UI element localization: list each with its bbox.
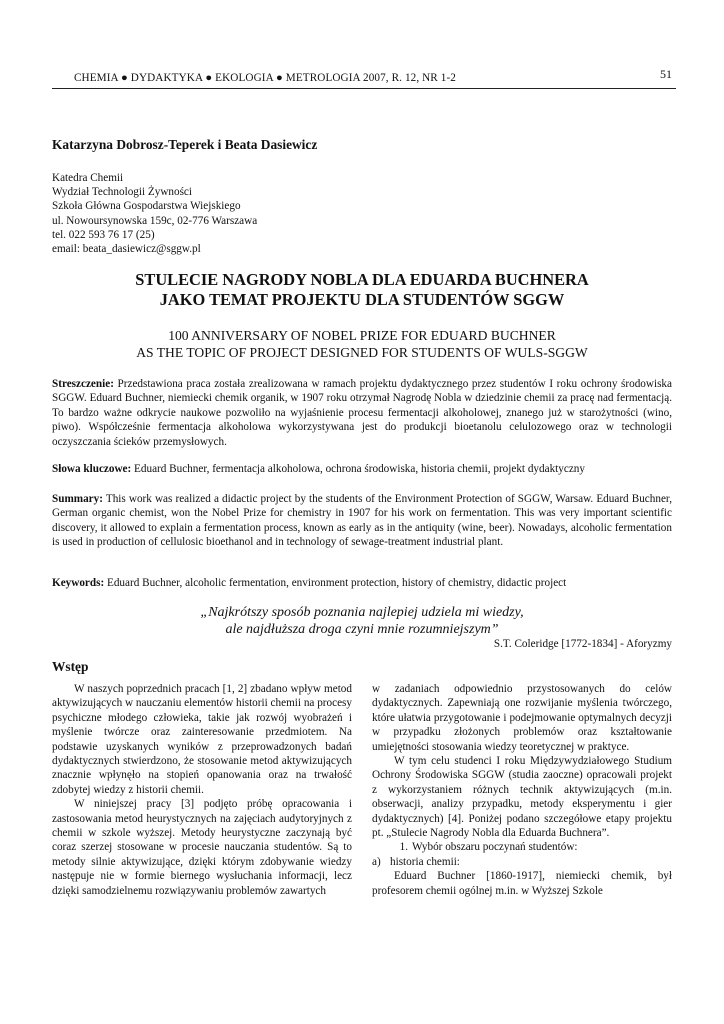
body-column-right	[372, 682, 672, 898]
keywords-english	[52, 576, 672, 590]
epigraph-source: S.T. Coleridge [1772-1834] - Aforyzmy	[493, 638, 672, 650]
paragraph: W niniejszej pracy [3] podjęto próbę opracowania i zastosowania metod heurystycznych na zajęciach audytoryjnych z chemii w szkole wyższej. Metody heurystyczne zaczynają być coraz szerzej stosowane w procesie nauczania studentów. Są to metody silnie aktywizujące, dzięki którym zdobywanie wiedzy następuje nie w formie biernego wysłuchania informacji, lecz dzięki samodzielnemu rozwiązywaniu problemów zawartych	[52, 798, 352, 897]
keywords-polish-label: Słowa kluczowe:	[52, 463, 132, 475]
keywords-polish-text: Eduard Buchner, fermentacja alkoholowa, ochrona środowiska, historia chemii, projekt dydaktyczny	[131, 463, 585, 475]
list-item-number: 1.	[399, 841, 408, 854]
affiliation	[52, 171, 257, 256]
paragraph: W naszych poprzednich pracach [1, 2] zbadano wpływ metod aktywizujących w nauczaniu elementów historii chemii na procesy psychiczne młodego człowieka, takie jak rozwój wyobrażeń i myślenie twórcze oraz zainteresowanie przedmiotem. Na podstawie uzyskanych wyników z przeprowadzonych badań dydaktycznych stwierdzono, że stosowanie metod aktywizujących znacznie wpłynęło na stopień opanowania oraz na trwałość zdobytej wiedzy z historii chemii.	[52, 683, 352, 796]
title-polish	[52, 270, 672, 310]
title-polish-line-1: STULECIE NAGRODY NOBLA DLA EDUARDA BUCHNERA	[135, 270, 589, 289]
list-item	[372, 840, 672, 854]
title-polish-line-2: JAKO TEMAT PROJEKTU DLA STUDENTÓW SGGW	[159, 290, 565, 309]
body-column-left	[52, 682, 352, 898]
abstract-polish	[52, 377, 672, 449]
epigraph-line-2: ale najdłuższa droga czyni mnie rozumniejszym”	[225, 622, 499, 637]
journal-title: CHEMIA ● DYDAKTYKA ● EKOLOGIA ● METROLOGIA 2007, R. 12, NR 1-2	[74, 72, 456, 84]
affiliation-line: Szkoła Główna Gospodarstwa Wiejskiego	[52, 200, 241, 213]
paragraph: Eduard Buchner [1860-1917], niemiecki chemik, był profesorem chemii ogólnej m.in. w Wyższej Szkole	[372, 870, 672, 897]
keywords-english-label: Keywords:	[52, 577, 105, 589]
page-number: 51	[660, 67, 672, 81]
abstract-english	[52, 492, 672, 550]
list-item-letter: a)	[372, 855, 381, 868]
keywords-polish	[52, 462, 672, 476]
affiliation-line: ul. Nowoursynowska 159c, 02-776 Warszawa	[52, 214, 258, 227]
abstract-polish-text: Przedstawiona praca została zrealizowana w ramach projektu dydaktycznego przez studentów I roku ochrony środowiska SGGW. Eduard Buchner, niemiecki chemik organik, w 1907 roku otrzymał Nagrodę Nobla w dziedzinie chemii za pracę nad fermentacją. To bardzo ważne odkrycie naukowe pozwoliło na wyjaśnienie procesu fermentacji alkoholowej, znanego już w starożytności (wino, piwo). Współcześnie fermentacja alkoholowa wykorzystywana jest do produkcji bioetanolu celulozowego oraz w technologii oczyszczania ścieków przemysłowych.	[52, 378, 672, 448]
affiliation-line: Katedra Chemii	[52, 172, 124, 184]
abstract-english-text: This work was realized a didactic project by the students of the Environment Protection of SGGW, Warsaw. Eduard Buchner, German organic chemist, won the Nobel Prize for chemistry in 1907 for his work on fermentation. This was very important scientific discovery, it allowed to explain a fermentation process, known as early as in the antiquity (wine, beer). Nowadays, alcoholic fermentation is used in production of cellulosic bioethanol and in technology of sewage-treatment industrial plant.	[52, 493, 672, 549]
title-english-line-2: AS THE TOPIC OF PROJECT DESIGNED FOR STUDENTS OF WULS-SGGW	[136, 345, 588, 360]
affiliation-line: Wydział Technologii Żywności	[52, 186, 193, 199]
list-item	[372, 855, 672, 869]
title-english	[52, 327, 672, 361]
running-header	[52, 69, 676, 89]
abstract-polish-label: Streszczenie:	[52, 378, 114, 390]
list-item-text: historia chemii:	[390, 855, 460, 868]
abstract-english-label: Summary:	[52, 493, 103, 505]
affiliation-line: tel. 022 593 76 17 (25)	[52, 228, 155, 241]
paragraph: w zadaniach odpowiednio przystosowanych do celów dydaktycznych. Zapewniają one rozwijanie myślenia twórczego, które ułatwia przygotowanie i podejmowanie optymalnych decyzji w przypadku złożonych problemów oraz kształtowanie umiejętności stosowania wiedzy teoretycznej w praktyce.	[372, 683, 672, 753]
title-english-line-1: 100 ANNIVERSARY OF NOBEL PRIZE FOR EDUARD BUCHNER	[168, 328, 556, 343]
affiliation-email: email: beata_dasiewicz@sggw.pl	[52, 243, 201, 256]
paragraph: W tym celu studenci I roku Międzywydziałowego Studium Ochrony Środowiska SGGW (studia zaoczne) opracowali projekt z wykorzystaniem różnych technik aktywizujących (m.in. obserwacji, analizy przypadku, metody eksperymentu i gier dydaktycznych) [4]. Poniżej podano szczegółowe etapy projektu pt. „Stulecie Nagrody Nobla dla Eduarda Buchnera”.	[372, 755, 672, 840]
authors: Katarzyna Dobrosz-Teperek i Beata Dasiewicz	[52, 137, 318, 152]
list-item-text: Wybór obszaru poczynań studentów:	[412, 841, 578, 854]
section-heading: Wstęp	[52, 659, 89, 674]
epigraph-quote	[52, 604, 672, 638]
keywords-english-text: Eduard Buchner, alcoholic fermentation, environment protection, history of chemistry, didactic project	[104, 577, 567, 589]
epigraph-line-1: „Najkrótszy sposób poznania najlepiej udziela mi wiedzy,	[200, 605, 524, 620]
